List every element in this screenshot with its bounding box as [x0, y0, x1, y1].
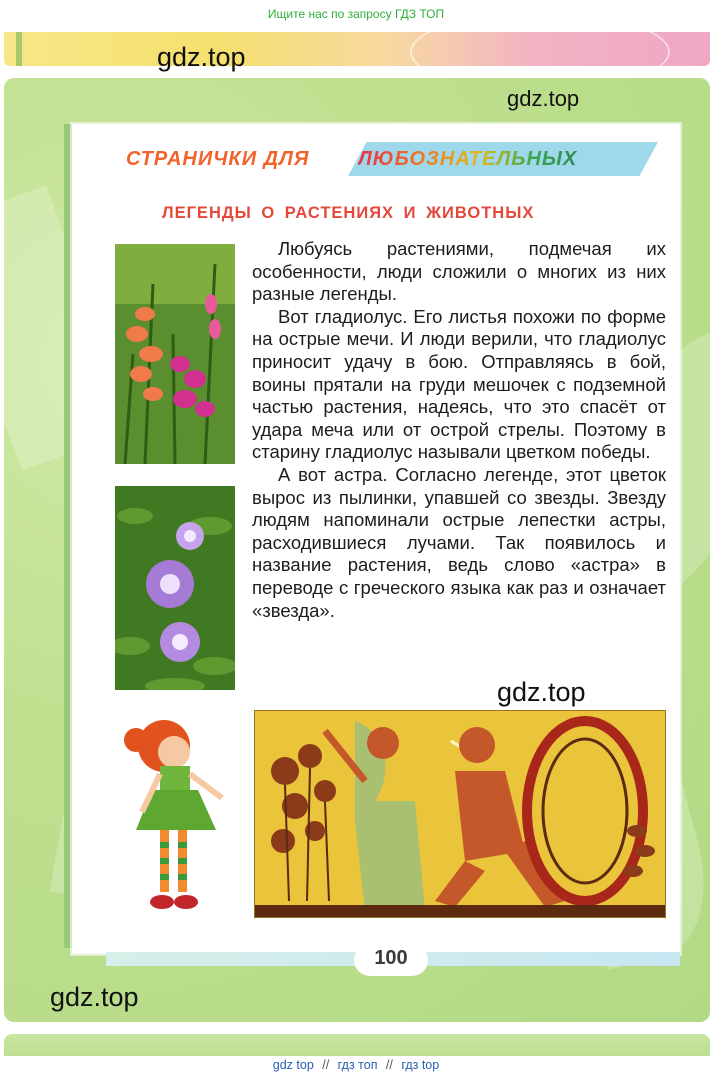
gladiolus-drawing	[115, 244, 235, 464]
paragraph-intro: Любуясь растениями, подмечая их особенности, люди сложили о многих из них разные легенды.	[252, 238, 666, 305]
girl-drawing	[112, 712, 242, 922]
top-banner[interactable]	[0, 0, 712, 30]
legend-illustration	[254, 710, 666, 918]
rubric-part1: СТРАНИЧКИ ДЛЯ	[126, 148, 310, 170]
rubric-header	[120, 140, 668, 180]
top-banner-text[interactable]: Ищите нас по запросу ГДЗ ТОП	[267, 7, 445, 21]
aster-photo	[115, 486, 235, 690]
watermark: gdz.top	[50, 982, 139, 1012]
footer-separator: //	[385, 1058, 393, 1072]
girl-illustration	[112, 712, 242, 922]
next-page-preview	[4, 1034, 710, 1056]
page-number-badge	[354, 944, 428, 976]
page-number: 100	[374, 947, 408, 969]
footer-link-2[interactable]: гдз топ	[337, 1058, 378, 1072]
watermark: gdz.top	[157, 42, 246, 72]
paragraph-gladiolus: Вот гладиолус. Его листья похожи по форме на острые мечи. И люди верили, что гладиолус приносит удачу в бою. Отправляясь в бой, воины прятали на груди мешочек с подземной частью растения, надеясь, что это спасёт от удара меча или от острой стрелы. Поэтому в старину гладиолус называли цветком победы.	[252, 305, 666, 463]
section-title: ЛЕГЕНДЫ О РАСТЕНИЯХ И ЖИВОТНЫХ	[162, 204, 535, 222]
watermark: gdz.top	[497, 677, 586, 707]
footer-link-3[interactable]: гдз top	[401, 1058, 440, 1072]
header-stripe	[16, 32, 22, 66]
footer-separator: //	[322, 1058, 330, 1072]
header-decoration	[4, 32, 710, 66]
header-ornament	[410, 32, 670, 66]
gladiolus-photo	[115, 244, 235, 464]
legend-illustration-drawing	[255, 711, 666, 918]
footer	[0, 1056, 712, 1082]
article-text	[252, 238, 666, 622]
page-edge	[64, 124, 72, 948]
aster-drawing	[115, 486, 235, 690]
rubric-part2: ЛЮБОЗНАТЕЛЬНЫХ	[358, 148, 578, 170]
footer-link-1[interactable]: gdz top	[272, 1058, 314, 1072]
watermark: gdz.top	[507, 86, 580, 111]
paragraph-aster: А вот астра. Согласно легенде, этот цветок вырос из пылинки, упавшей со звезды. Звезду людям напоминали острые лепестки астры, расходившиеся лучами. Так появилось и название растения, ведь слово «астра» в переводе с греческого языка как раз и означает «звезда».	[252, 463, 666, 621]
